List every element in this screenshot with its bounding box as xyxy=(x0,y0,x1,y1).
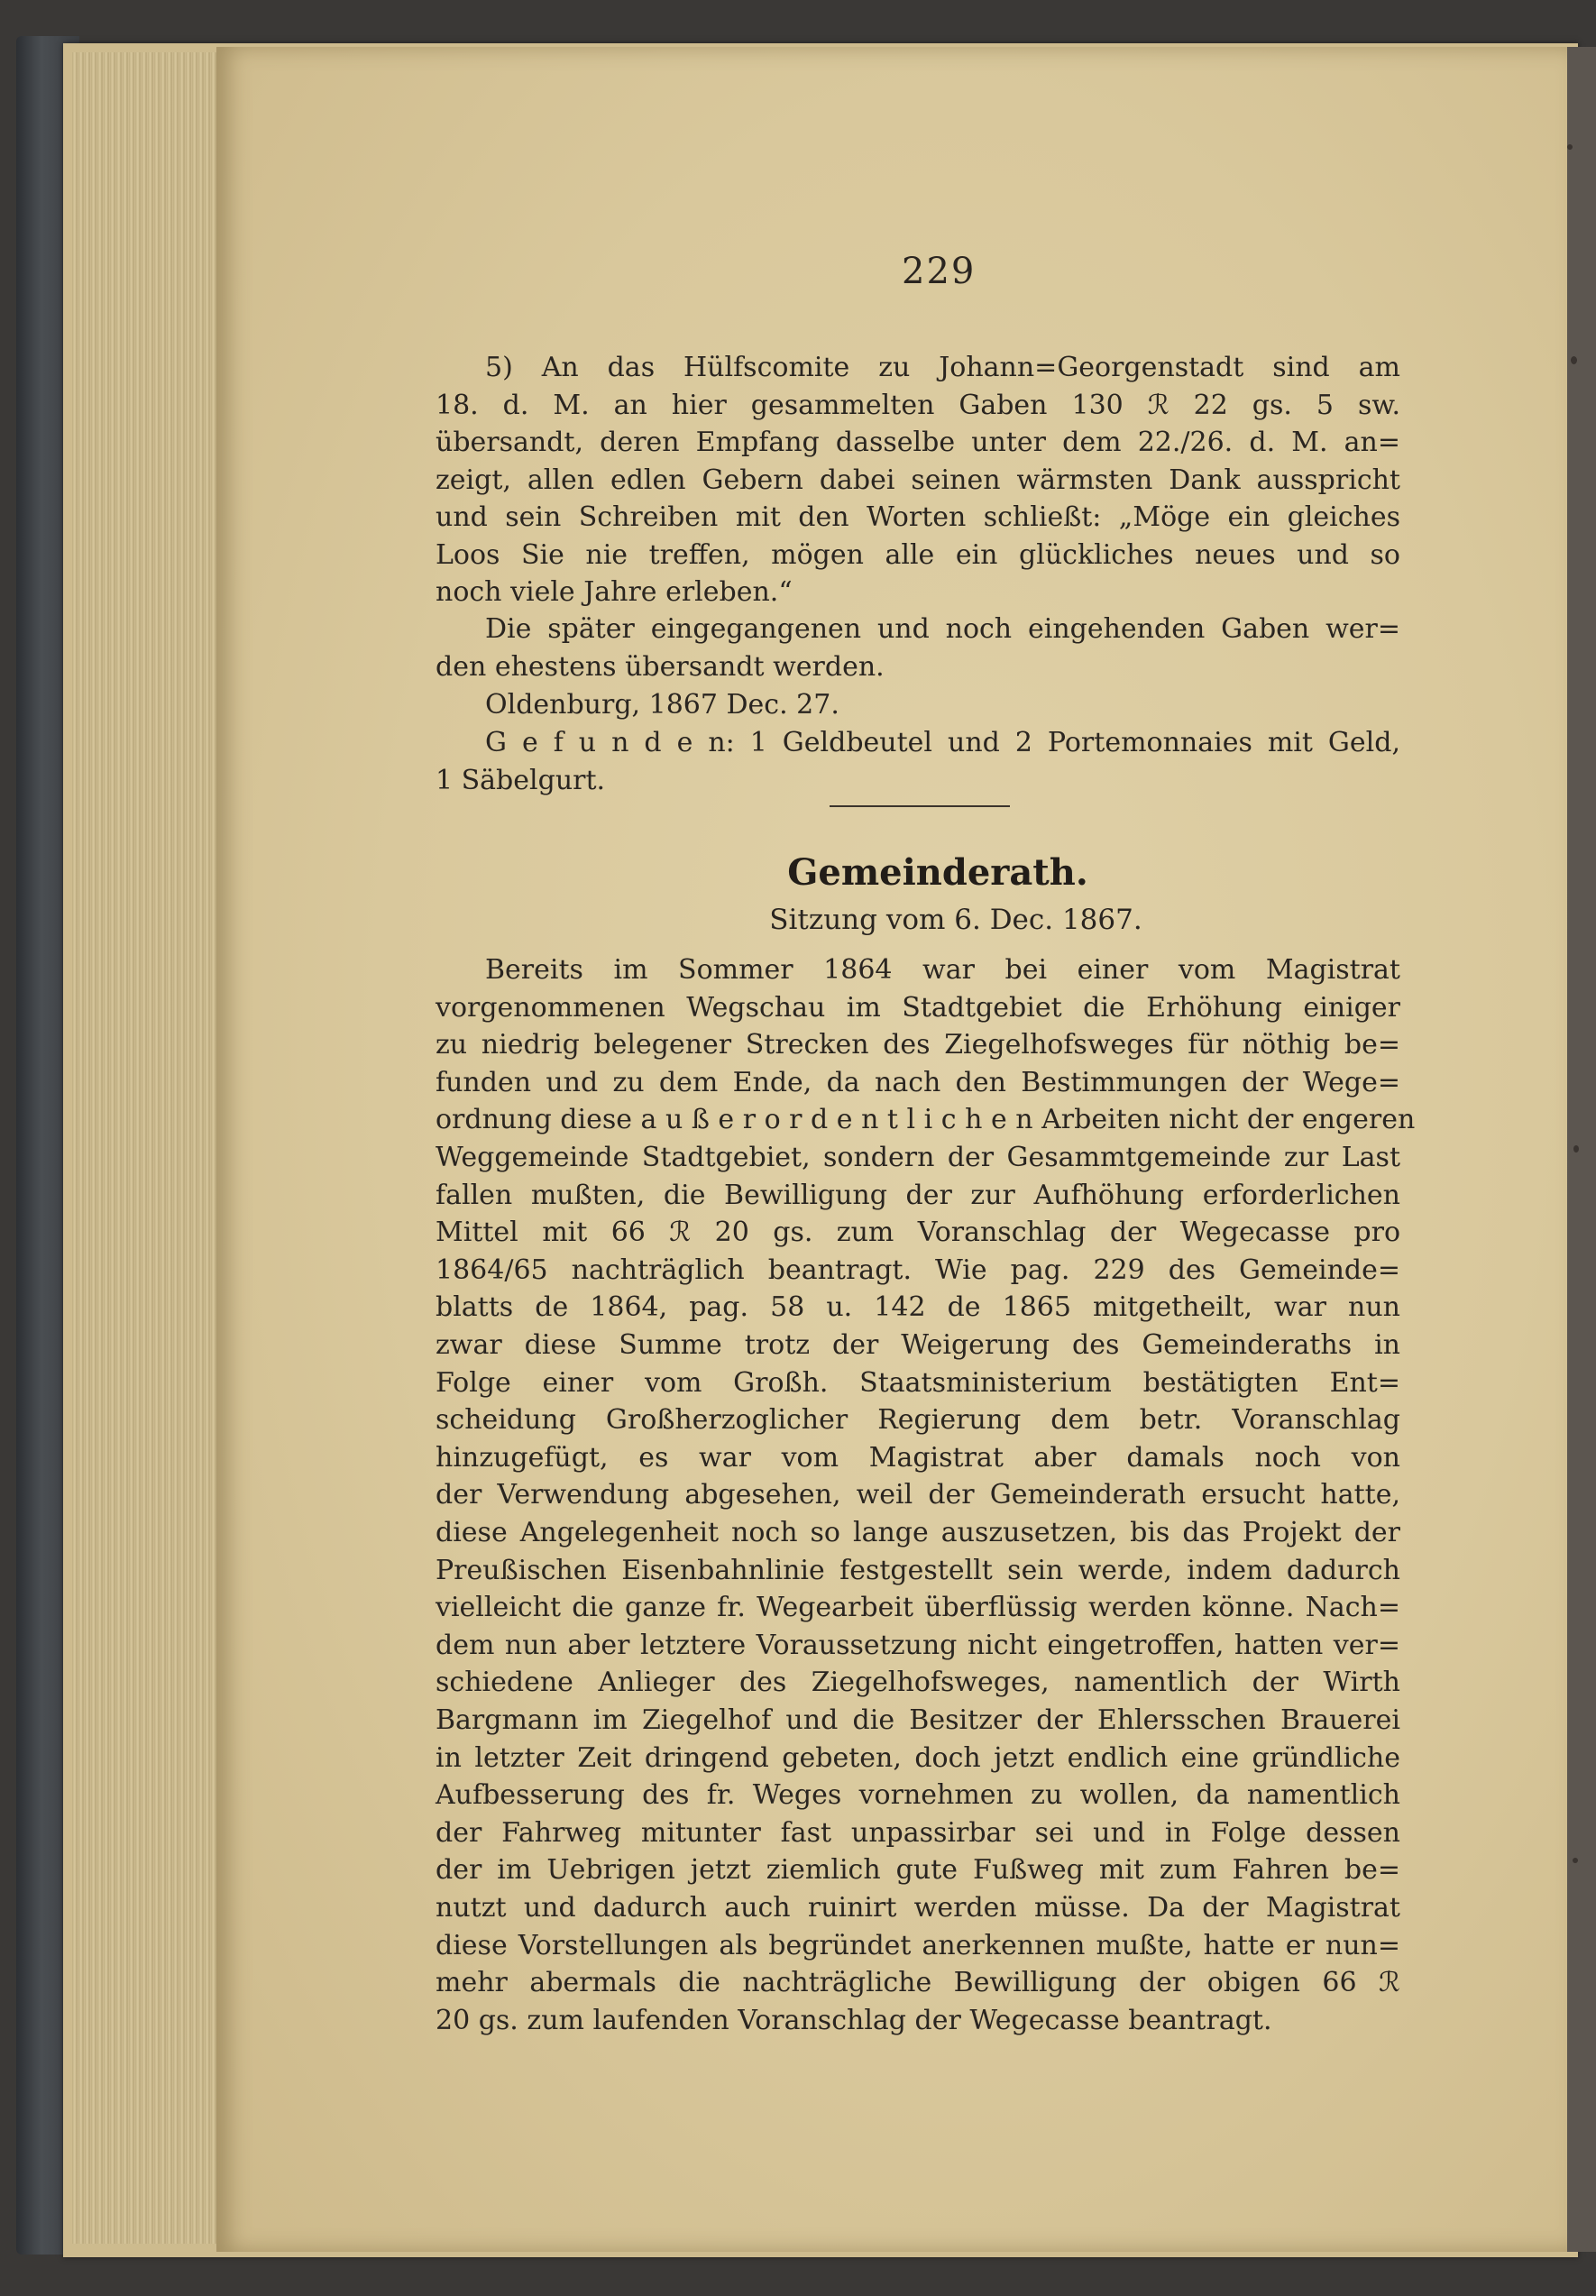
text-line: übersandt, deren Empfang dasselbe unter dem 22./26. d. M. an= xyxy=(436,427,1400,458)
text-line: Weggemeinde Stadtgebiet, sondern der Gesammtgemeinde zur Last xyxy=(436,1142,1400,1173)
text-line: zu niedrig belegener Strecken des Ziegelhofsweges für nöthig be= xyxy=(436,1029,1400,1061)
text-line: 1864/65 nachträglich beantragt. Wie pag. 229 des Gemeinde= xyxy=(436,1254,1400,1286)
text-line: Loos Sie nie treffen, mögen alle ein glückliches neues und so xyxy=(436,538,1400,571)
text-line: funden und zu dem Ende, da nach den Bestimmungen der Wege= xyxy=(436,1066,1400,1098)
page-stack-edges xyxy=(72,52,225,2244)
text-line: 18. d. M. an hier gesammelten Gaben 130 ℛ 22 gs. 5 sw. xyxy=(436,389,1400,421)
text-line: vielleicht die ganze fr. Wegearbeit überflüssig werden könne. Nach= xyxy=(436,1592,1400,1624)
text-line: hinzugefügt, es war vom Magistrat aber damals noch von xyxy=(436,1441,1400,1474)
text-line: zeigt, allen edlen Gebern dabei seinen wärmsten Dank ausspricht xyxy=(436,464,1400,496)
text-line: diese Angelegenheit noch so lange auszusetzen, bis das Projekt der xyxy=(436,1517,1400,1548)
text-line: der Fahrweg mitunter fast unpassirbar sei und in Folge dessen xyxy=(436,1816,1400,1849)
text-line: vorgenommenen Wegschau im Stadtgebiet die Erhöhung einiger xyxy=(436,991,1400,1024)
text-line: Aufbesserung des fr. Weges vornehmen zu wollen, da namentlich xyxy=(436,1779,1400,1812)
text-line: ordnung diese a u ß e r o r d e n t l i c h e n Arbeiten nicht der engeren xyxy=(436,1104,1416,1136)
text-line: Bereits im Sommer 1864 war bei einer vom Magistrat xyxy=(485,954,1400,986)
text-line: nutzt und dadurch auch ruinirt werden müsse. Da der Magistrat xyxy=(436,1892,1400,1924)
text-line: fallen mußten, die Bewilligung der zur Aufhöhung erforderlichen xyxy=(436,1179,1400,1211)
text-line: und sein Schreiben mit den Worten schließt: „Möge ein gleiches xyxy=(436,501,1400,533)
text-line: 5) An das Hülfscomite zu Johann=Georgenstadt sind am xyxy=(485,352,1400,383)
text-line: den ehestens übersandt werden. xyxy=(436,650,885,683)
text-line: Mittel mit 66 ℛ 20 gs. zum Voranschlag der Wegecasse pro xyxy=(436,1217,1400,1249)
section-subtitle: Sitzung vom 6. Dec. 1867. xyxy=(769,904,1142,936)
text-line: mehr abermals die nachträgliche Bewilligung der obigen 66 ℛ xyxy=(436,1967,1400,1999)
text-line: 20 gs. zum laufenden Voranschlag der Wegecasse beantragt. xyxy=(436,2004,1272,2036)
text-line: scheidung Großherzoglicher Regierung dem betr. Voranschlag xyxy=(436,1404,1400,1437)
text-line: dem nun aber letztere Voraussetzung nicht eingetroffen, hatten ver= xyxy=(436,1629,1400,1661)
speck xyxy=(1573,1145,1579,1153)
text-line: Die später eingegangenen und noch eingehenden Gaben wer= xyxy=(485,613,1400,645)
text-line: in letzter Zeit dringend gebeten, doch jetzt endlich eine gründliche xyxy=(436,1741,1400,1774)
text-line: Preußischen Eisenbahnlinie festgestellt sein werde, indem dadurch xyxy=(436,1554,1400,1586)
text-line: G e f u n d e n: 1 Geldbeutel und 2 Portemonnaies mit Geld, xyxy=(485,727,1400,758)
section-title: Gemeinderath. xyxy=(787,851,1088,894)
text-line: zwar diese Summe trotz der Weigerung des Gemeinderaths in xyxy=(436,1329,1400,1361)
section-divider xyxy=(830,805,1010,807)
text-line: der im Uebrigen jetzt ziemlich gute Fußweg mit zum Fahren be= xyxy=(436,1854,1400,1887)
text-line: Folge einer vom Großh. Staatsministerium bestätigten Ent= xyxy=(436,1366,1400,1399)
background-right xyxy=(1567,47,1596,2252)
speck xyxy=(1571,356,1577,364)
speck xyxy=(1567,144,1573,150)
text-line: Bargmann im Ziegelhof und die Besitzer der Ehlersschen Brauerei xyxy=(436,1704,1400,1736)
text-line: schiedene Anlieger des Ziegelhofsweges, namentlich der Wirth xyxy=(436,1667,1400,1699)
page-number: 229 xyxy=(902,251,977,292)
text-line: diese Vorstellungen als begründet anerkennen mußte, hatte er nun= xyxy=(436,1929,1400,1961)
speck xyxy=(1573,1858,1578,1863)
text-line: 1 Säbelgurt. xyxy=(436,764,606,796)
place-date: Oldenburg, 1867 Dec. 27. xyxy=(485,689,839,721)
text-line: der Verwendung abgesehen, weil der Gemeinderath ersucht hatte, xyxy=(436,1479,1400,1511)
text-line: noch viele Jahre erleben.“ xyxy=(436,576,793,608)
text-line: blatts de 1864, pag. 58 u. 142 de 1865 mitgetheilt, war nun xyxy=(436,1291,1400,1324)
